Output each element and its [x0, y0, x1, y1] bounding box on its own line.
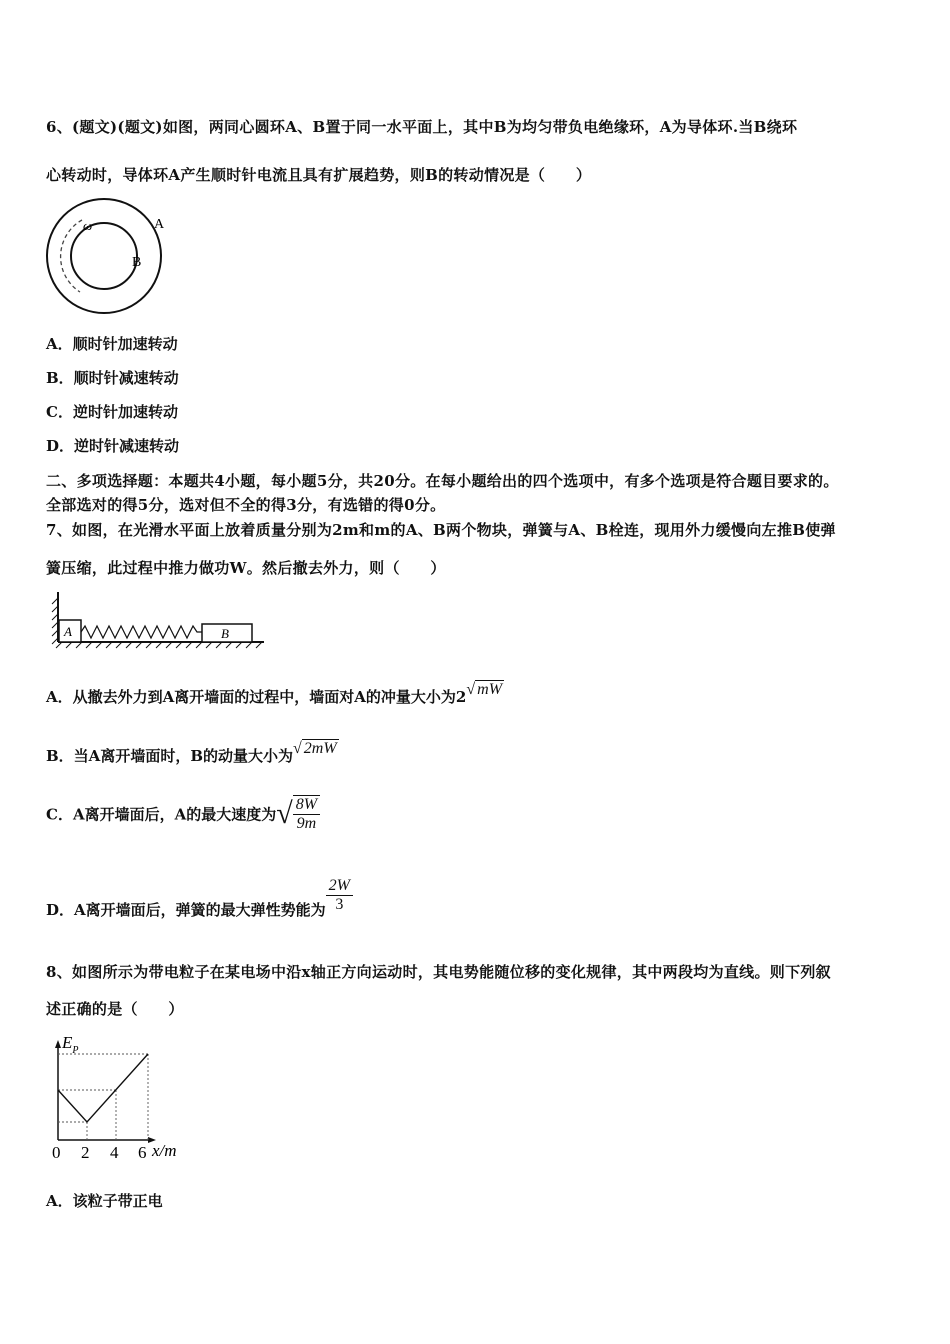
- energy-curve: [58, 1054, 148, 1122]
- q6-option-a: A．顺时针加速转动: [46, 335, 178, 353]
- q7-option-a-math: mW: [477, 681, 503, 698]
- spring: [81, 626, 202, 638]
- q7-option-c-den: 9m: [296, 815, 317, 832]
- block-b-label: B: [221, 626, 229, 641]
- q7-option-d-num: 2W: [326, 877, 353, 896]
- x-axis-label: x/m: [152, 1141, 177, 1160]
- q7-spring-figure: [50, 590, 270, 652]
- section2-line1: 二、多项选择题：本题共4小题，每小题5分，共20分。在每小题给出的四个选项中，有多个选项是符合题目要求的。: [46, 472, 839, 490]
- q7-stem-line1: 7、如图，在光滑水平面上放着质量分别为2m和m的A、B两个物块，弹簧与A、B栓连，现用外力缓慢向左推B使弹: [46, 521, 836, 539]
- q6-stem-line2: 心转动时，导体环A产生顺时针电流且具有扩展趋势，则B的转动情况是（ ）: [46, 166, 592, 184]
- tick-0: 0: [52, 1143, 61, 1162]
- q6-option-c: C．逆时针加速转动: [46, 403, 178, 421]
- y-axis-label: $E_P$: [62, 1033, 79, 1056]
- ring-a: [47, 199, 161, 313]
- ring-b-label: B: [132, 255, 142, 270]
- ring-a-label: A: [154, 217, 165, 232]
- tick-4: 4: [110, 1143, 119, 1162]
- section2-line2: 全部选对的得5分，选对但不全的得3分，有选错的得0分。: [46, 496, 446, 514]
- tick-6: 6: [138, 1143, 147, 1162]
- q7-option-d: [46, 877, 353, 919]
- ring-b: [71, 223, 137, 289]
- block-a-label: A: [64, 624, 72, 639]
- q7-option-b-text: B．当A离开墙面时，B的动量大小为: [46, 747, 293, 765]
- q7-option-a: A．从撤去外力到A离开墙面的过程中，墙面对A的冲量大小为2√ mW: [46, 681, 503, 706]
- q7-option-b: B．当A离开墙面时，B的动量大小为√ 2mW: [46, 740, 337, 765]
- q7-option-c-num: 8W: [293, 796, 320, 815]
- q7-option-c: C．A离开墙面后，A的最大速度为√ $\frac{8W}{9m}$: [46, 795, 320, 833]
- q7-option-b-math: 2mW: [303, 740, 337, 757]
- q7-stem-line2: 簧压缩，此过程中推力做功W。然后撤去外力，则（ ）: [46, 559, 446, 577]
- q7-option-a-text: A．从撤去外力到A离开墙面的过程中，墙面对A的冲量大小为2: [46, 688, 467, 706]
- q8-stem-line2: 述正确的是（ ）: [46, 1000, 184, 1018]
- q6-ring-figure: [44, 196, 170, 318]
- q8-energy-graph: [44, 1030, 194, 1164]
- omega-label: ω: [83, 218, 93, 233]
- q6-option-b: B．顺时针减速转动: [46, 369, 179, 387]
- tick-2: 2: [81, 1143, 90, 1162]
- q7-option-d-text: D．A离开墙面后，弹簧的最大弹性势能为: [46, 901, 326, 919]
- q8-option-a: A．该粒子带正电: [46, 1192, 163, 1210]
- q7-option-c-text: C．A离开墙面后，A的最大速度为: [46, 805, 277, 824]
- q6-stem-line1: 6、(题文)(题文)如图，两同心圆环A、B置于同一水平面上，其中B为均匀带负电绝缘环，A为导体环.当B绕环: [46, 118, 798, 136]
- q6-option-d: D．逆时针减速转动: [46, 437, 180, 455]
- q8-stem-line1: 8、如图所示为带电粒子在某电场中沿x轴正方向运动时，其电势能随位移的变化规律，其中两段均为直线。则下列叙: [46, 963, 831, 981]
- q7-option-d-den: 3: [335, 896, 344, 913]
